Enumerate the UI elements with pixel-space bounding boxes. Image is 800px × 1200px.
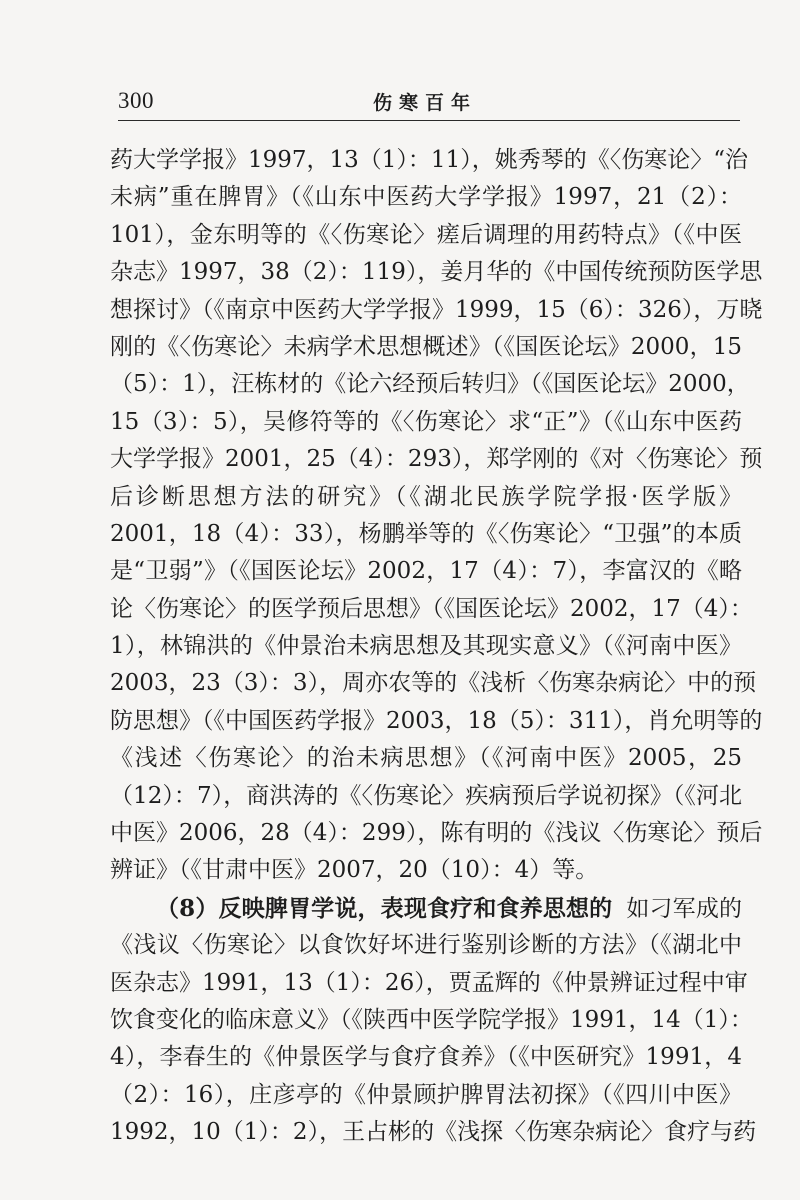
text-line: 刚的《〈伤寒论〉未病学术思想概述》（《国医论坛》2000，15 bbox=[110, 333, 742, 360]
text-line: 防思想》（《中国医药学报》2003，18（5）：311），肖允明等的 bbox=[110, 707, 763, 734]
text-line: 大学学报》2001，25（4）：293），郑学刚的《对〈伤寒论〉预 bbox=[110, 446, 763, 473]
text-line: 《浅述〈伤寒论〉的治未病思想》（《河南中医》2005，25 bbox=[110, 745, 742, 772]
text-line: 101），金东明等的《〈伤寒论〉瘥后调理的用药特点》（《中医 bbox=[110, 221, 742, 248]
text-line: 15（3）：5），吴修符等的《〈伤寒论〉求“正”》（《山东中医药 bbox=[110, 408, 742, 435]
text-line bbox=[110, 890, 742, 927]
heading-continuation: 如刁军成的 bbox=[626, 895, 742, 922]
text-line: 医杂志》1991，13（1）：26），贾孟辉的《仲景辨证过程中审 bbox=[110, 969, 748, 996]
text-line: 是“卫弱”》（《国医论坛》2002，17（4）：7），李富汉的《略 bbox=[110, 558, 742, 585]
text-line: 后诊断思想方法的研究》（《湖北民族学院学报·医学版》 bbox=[110, 483, 742, 510]
text-line: 4），李春生的《仲景医学与食疗食养》（《中医研究》1991，4 bbox=[110, 1044, 742, 1071]
text-line: （2）：16），庄彦亭的《仲景顾护脾胃法初探》（《四川中医》 bbox=[110, 1081, 742, 1108]
text-line: 1），林锦洪的《仲景治未病思想及其现实意义》（《河南中医》 bbox=[110, 633, 742, 660]
text-line: （12）：7），商洪涛的《〈伤寒论〉疾病预后学说初探》（《河北 bbox=[110, 782, 742, 809]
text-line: 杂志》1997，38（2）：119），姜月华的《中国传统预防医学思 bbox=[110, 259, 763, 286]
text-line: 饮食变化的临床意义》（《陕西中医学院学报》1991，14（1）： bbox=[110, 1006, 753, 1033]
paragraph-diet-therapy bbox=[110, 890, 757, 1152]
text-line: 2001，18（4）：33），杨鹏举等的《〈伤寒论〉“卫强”的本质 bbox=[110, 520, 742, 547]
text-line: 药大学学报》1997，13（1）：11），姚秀琴的《〈伤寒论〉“治 bbox=[110, 147, 748, 173]
text-line: 未病”重在脾胃》（《山东中医药大学学报》1997，21（2）： bbox=[110, 184, 742, 211]
header-rule bbox=[118, 120, 740, 121]
text-line: 论〈伤寒论〉的医学预后思想》（《国医论坛》2002，17（4）： bbox=[110, 595, 753, 622]
running-title: 伤寒百年 bbox=[373, 92, 478, 114]
text-line: 《浅议〈伤寒论〉以食饮好坏进行鉴别诊断的方法》（《湖北中 bbox=[110, 932, 742, 959]
page-number: 300 bbox=[118, 88, 154, 113]
text-line: 想探讨》（《南京中医药大学学报》1999，15（6）：326），万晓 bbox=[110, 296, 763, 323]
page-header bbox=[118, 82, 740, 122]
text-line: 1992，10（1）：2），王占彬的《浅探〈伤寒杂病论〉食疗与药 bbox=[110, 1119, 757, 1146]
body-text bbox=[110, 142, 763, 1152]
text-line: 中医》2006，28（4）：299），陈有明的《浅议〈伤寒论〉预后 bbox=[110, 820, 763, 847]
text-line: 2003，23（3）：3），周亦农等的《浅析〈伤寒杂病论〉中的预 bbox=[110, 670, 757, 697]
text-line: 辨证》（《甘肃中医》2007，20（10）：4）等。 bbox=[110, 857, 599, 884]
text-line: （5）：1），汪栋材的《论六经预后转归》（《国医论坛》2000， bbox=[110, 371, 750, 398]
paragraph-references-prognosis bbox=[110, 142, 763, 890]
section-heading: （8）反映脾胃学说，表现食疗和食养思想的 bbox=[156, 894, 613, 922]
